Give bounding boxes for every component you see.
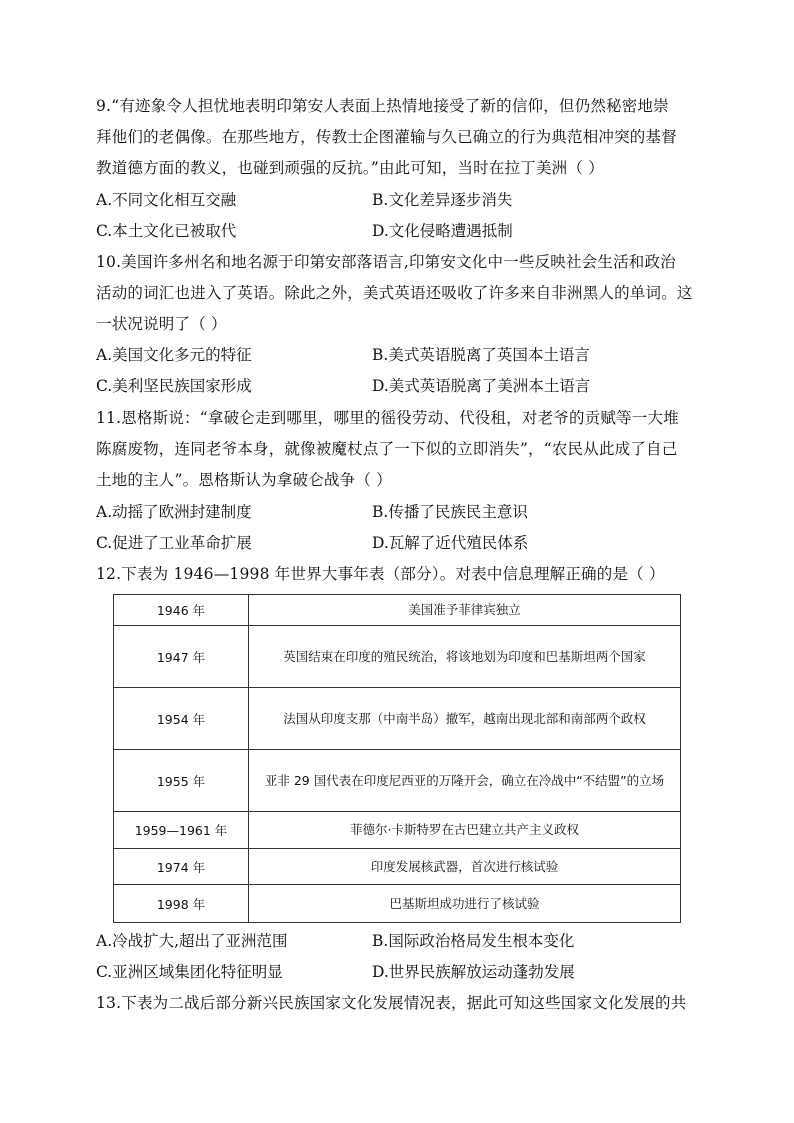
q9-stem-line-2: 拜他们的老偶像。在那些地方，传教士企图灌输与久已确立的行为典范相冲突的基督: [96, 128, 677, 146]
year-cell: 1954 年: [114, 688, 249, 750]
year-cell: 1974 年: [114, 849, 249, 885]
q10-option-b: B.美式英语脱离了英国本土语言: [372, 346, 590, 364]
event-cell: 巴基斯坦成功进行了核试验: [249, 885, 681, 923]
q11-stem-line-2: 陈腐废物，连同老爷本身，就像被魔杖点了一下似的立即消失”，“农民从此成了自己: [96, 440, 678, 458]
event-cell: 菲德尔·卡斯特罗在古巴建立共产主义政权: [249, 812, 681, 849]
q11-option-a: A.动摇了欧洲封建制度: [96, 503, 252, 521]
table-row: [114, 812, 681, 849]
year-cell: 1959—1961 年: [114, 812, 249, 849]
year-cell: 1998 年: [114, 885, 249, 923]
q12-option-b: B.国际政治格局发生根本变化: [372, 932, 575, 950]
q10-option-a: A.美国文化多元的特征: [96, 346, 252, 364]
q10-stem-line-3: 一状况说明了（ ）: [96, 315, 227, 333]
year-cell: 1955 年: [114, 750, 249, 812]
table-row: [114, 750, 681, 812]
q9-option-b: B.文化差异逐步消失: [372, 191, 513, 209]
q10-stem-line-2: 活动的词汇也进入了英语。除此之外，美式英语还吸收了许多来自非洲黑人的单词。这: [96, 284, 693, 302]
event-cell: 美国准予菲律宾独立: [249, 595, 681, 626]
table-row: [114, 885, 681, 923]
q10-option-c: C.美利坚民族国家形成: [96, 377, 252, 395]
q9-option-c: C.本土文化已被取代: [96, 222, 237, 240]
table-row: [114, 849, 681, 885]
q11-stem-line-3: 土地的主人”。恩格斯认为拿破仑战争（ ）: [96, 471, 392, 489]
chronology-table: [113, 594, 681, 923]
year-cell: 1946 年: [114, 595, 249, 626]
q9-stem-line-1: 9.“有迹象令人担忧地表明印第安人表面上热情地接受了新的信仰，但仍然秘密地崇: [96, 97, 669, 115]
event-cell: 英国结束在印度的殖民统治，将该地划为印度和巴基斯坦两个国家: [249, 626, 681, 688]
q11-option-b: B.传播了民族民主意识: [372, 503, 528, 521]
q9-option-a: A.不同文化相互交融: [96, 191, 237, 209]
table-row: [114, 688, 681, 750]
q13-stem: 13.下表为二战后部分新兴民族国家文化发展情况表，据此可知这些国家文化发展的共: [96, 994, 687, 1012]
q11-option-d: D.瓦解了近代殖民体系: [372, 534, 529, 552]
event-cell: 亚非 29 国代表在印度尼西亚的万隆开会，确立在冷战中“不结盟”的立场: [249, 750, 681, 812]
q11-option-c: C.促进了工业革命扩展: [96, 534, 252, 552]
q10-stem-line-1: 10.美国许多州名和地名源于印第安部落语言,印第安文化中一些反映社会生活和政治: [96, 253, 676, 271]
q12-option-c: C.亚洲区域集团化特征明显: [96, 963, 283, 981]
q12-option-d: D.世界民族解放运动蓬勃发展: [372, 963, 575, 981]
year-cell: 1947 年: [114, 626, 249, 688]
q12-option-a: A.冷战扩大,超出了亚洲范围: [96, 932, 288, 950]
q12-stem: 12.下表为 1946—1998 年世界大事年表（部分）。对表中信息理解正确的是（ ）: [96, 565, 665, 583]
q9-stem-line-3: 教道德方面的教义，也碰到顽强的反抗。”由此可知，当时在拉丁美洲（ ）: [96, 159, 604, 177]
q9-option-d: D.文化侵略遭遇抵制: [372, 222, 513, 240]
table-row: [114, 626, 681, 688]
q11-stem-line-1: 11.恩格斯说：“拿破仑走到哪里，哪里的徭役劳动、代役租，对老爷的贡赋等一大堆: [96, 409, 679, 427]
table-row: [114, 595, 681, 626]
event-cell: 法国从印度支那（中南半岛）撤军，越南出现北部和南部两个政权: [249, 688, 681, 750]
event-cell: 印度发展核武器，首次进行核试验: [249, 849, 681, 885]
q10-option-d: D.美式英语脱离了美洲本土语言: [372, 377, 591, 395]
